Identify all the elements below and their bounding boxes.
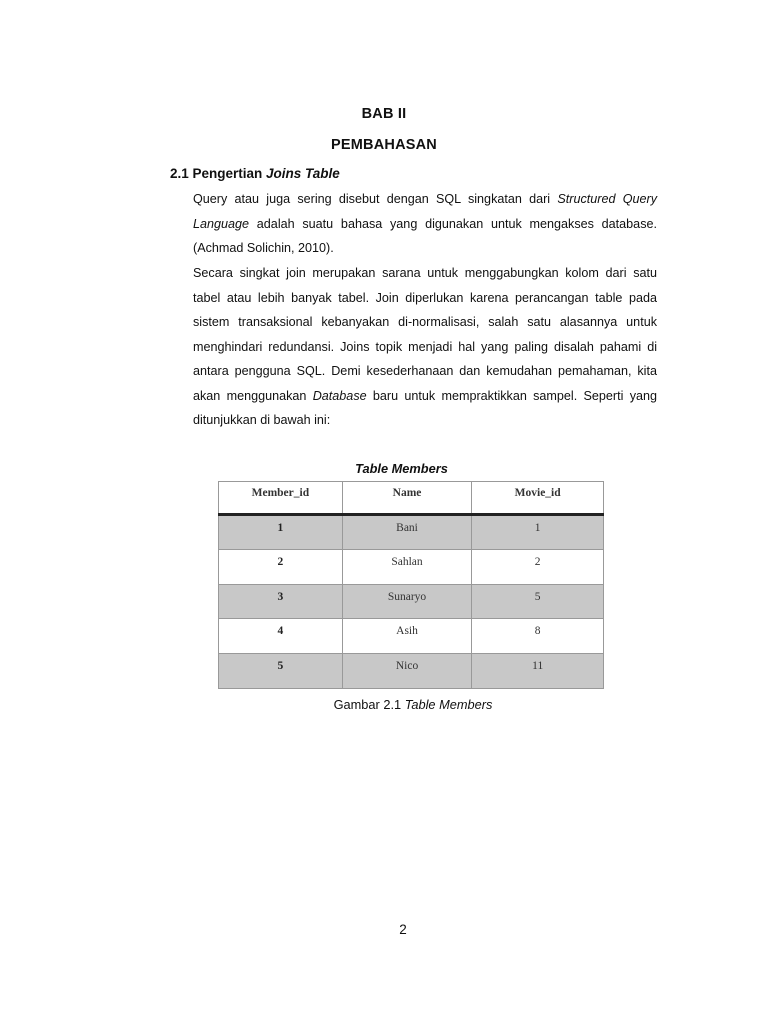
chapter-label: BAB II [361,106,407,122]
cell-member-id: 4 [219,619,343,654]
table-row [219,654,604,689]
cell-member-id: 2 [219,549,343,584]
cell-member-id: 1 [219,515,343,550]
section-title-italic: Joins Table [266,166,340,181]
cell-name: Bani [342,515,472,550]
section-heading [170,166,340,181]
page-number: 2 [399,922,407,937]
table-header-row [219,482,604,515]
table-row [219,584,604,619]
column-header-name: Name [342,482,472,515]
figure-caption-italic: Table Members [404,697,493,712]
paragraph-2 [193,261,657,433]
cell-movie-id: 2 [472,549,604,584]
paragraph-1 [193,187,657,261]
table-row [219,619,604,654]
cell-movie-id: 1 [472,515,604,550]
cell-name: Asih [342,619,472,654]
table-row [219,515,604,550]
table-caption: Table Members [355,461,448,476]
cell-member-id: 5 [219,654,343,689]
figure-caption-prefix: Gambar 2.1 [333,697,405,712]
paragraph-1-text-b: adalah suatu bahasa yang digunakan untuk mengakses database. (Achmad Solichin, 2010). [193,216,657,255]
cell-name: Sunaryo [342,584,472,619]
table-row [219,549,604,584]
paragraph-2-italic: Database [312,388,367,403]
column-header-movie-id: Movie_id [472,482,604,515]
column-header-member-id: Member_id [219,482,343,515]
section-number-label: 2.1 Pengertian [170,166,267,181]
cell-movie-id: 8 [472,619,604,654]
cell-name: Sahlan [342,549,472,584]
paragraph-2-text-b: baru untuk mempraktikkan sampel. Seperti yang ditunjukkan di bawah ini: [193,388,657,427]
cell-movie-id: 11 [472,654,604,689]
cell-name: Nico [342,654,472,689]
paragraph-1-italic: Structured Query Language [193,192,657,231]
cell-movie-id: 5 [472,584,604,619]
cell-member-id: 3 [219,584,343,619]
paragraph-2-text-a: Secara singkat join merupakan sarana untuk menggabungkan kolom dari satu tabel atau lebih banyak tabel. Join diperlukan karena perancangan table pada sistem transaksional kebanyakan di-normalisasi, salah satu alasannya untuk menghindari redundansi. Joins topik menjadi hal yang paling disalah pahami di antara pengguna SQL. Demi kesederhanaan dan kemudahan pemahaman, kita akan menggunakan [193,266,657,403]
members-table [218,481,604,689]
chapter-title: PEMBAHASAN [331,137,437,153]
paragraph-1-text-a: Query atau juga sering disebut dengan SQL singkatan dari [193,192,558,206]
figure-caption [0,697,768,712]
